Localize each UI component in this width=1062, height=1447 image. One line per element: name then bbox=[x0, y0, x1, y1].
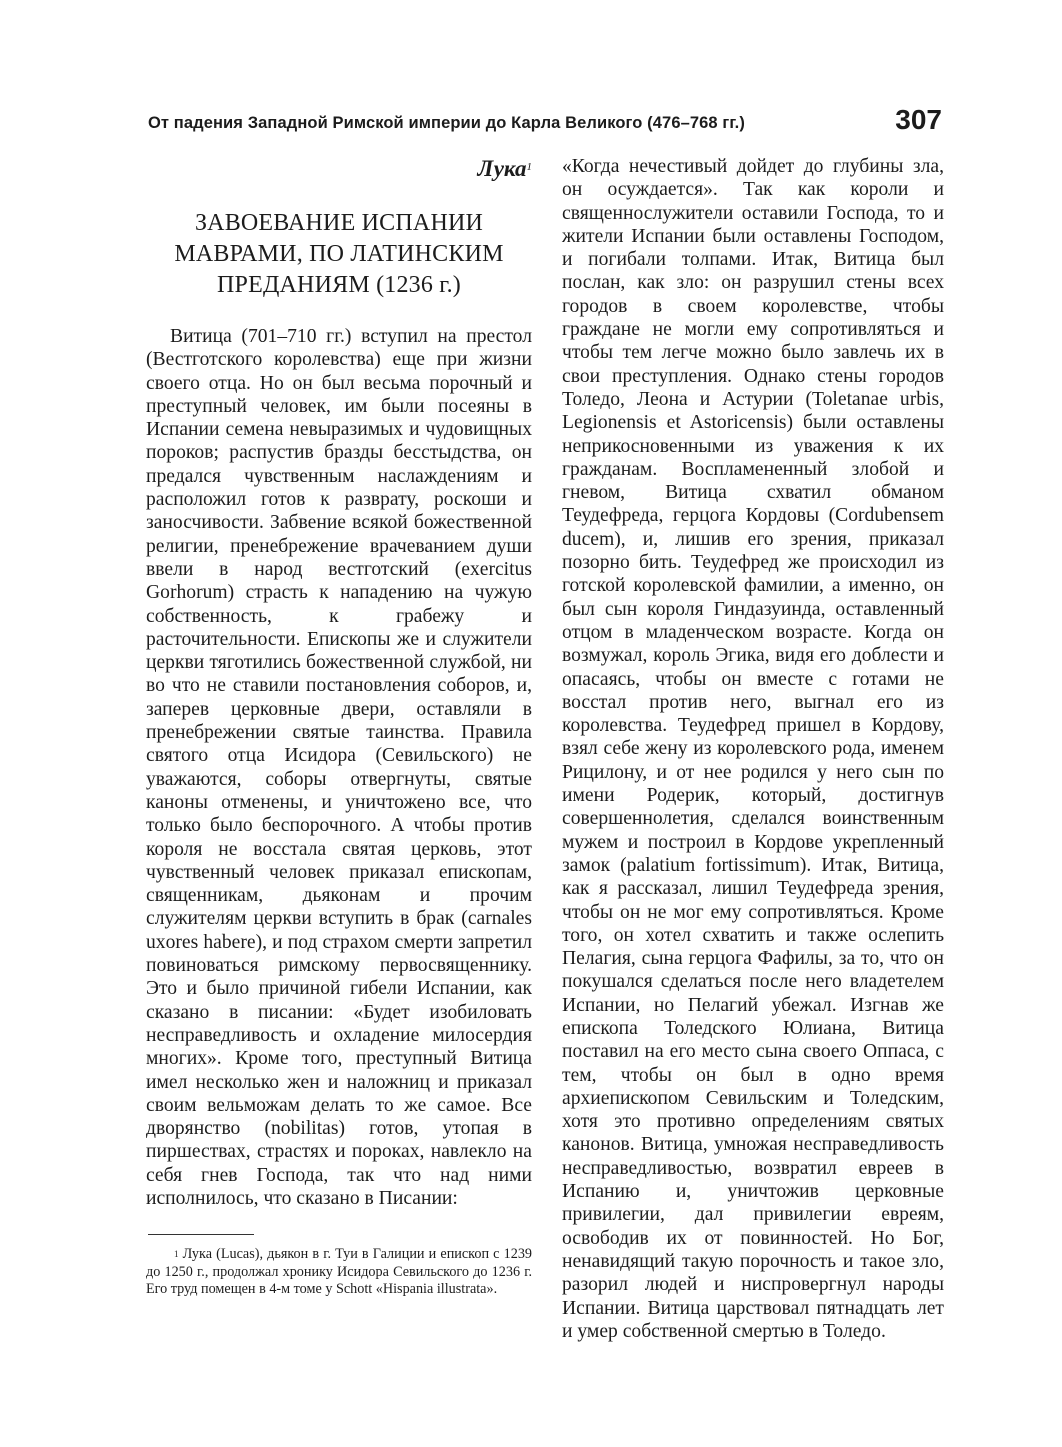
page-number: 307 bbox=[895, 104, 942, 135]
left-column bbox=[146, 154, 532, 1210]
author-footnote-mark: 1 bbox=[526, 161, 532, 173]
footnote-divider bbox=[148, 1234, 254, 1235]
footnote-text: Лука (Lucas), дьякон в г. Туи в Галиции и епископ с 1239 до 1250 г., продолжал хронику Исидора Севильского до 1236 г. Его труд помещен в 4-м томе у Schott «Hispania illustrata». bbox=[146, 1246, 533, 1298]
left-column-text: Витица (701–710 гг.) вступил на престол (Вестготского королевства) еще при жизни своего отца. Но он был весьма порочный и преступный человек, им были посеяны в Испании семена невыразимых и чудовищных пороков; распустив бразды бесстыдства, он предался чувственным наслаждениям и расположил готов к разврату, роскоши и заносчивости. Забвение всякой божественной религии, пренебрежение врачеванием души ввели в народ вестготский (exercitus Gorhorum) страсть к нападению на чужую собственность, к грабежу и расточительности. Епископы же и служители церкви тяготились божественной службой, ни во что не ставили постановления соборов, и, заперев церковные двери, оставляли в пренебрежении святые таинства. Правила святого отца Исидора (Севильского) не уважаются, соборы отвергнуты, святые каноны отменены, и уничтожено все, что только было беспорочного. А чтобы против короля не восстала святая церковь, этот чувственный человек приказал епископам, священникам, дьяконам и прочим служителям церкви вступить в брак (carnales uxores habere), и под страхом смерти запретил повиноваться римскому первосвященнику. Это и было причиной гибели Испании, как сказано в писании: «Будет изобиловать несправедливость и охладение милосердия многих». Кроме того, преступный Витица имел несколько жен и наложниц и приказал своим вельможам делать то же самое. Все дворянство (nobilitas) готов, утопая в пиршествах, страстях и пороках, навлекло на себя гнев Господа, так что над ними исполнилось, что сказано в Писании: bbox=[146, 326, 532, 1209]
footnote-mark: 1 bbox=[174, 1249, 179, 1259]
footnote bbox=[146, 1246, 532, 1299]
author-name-text: Лука bbox=[477, 156, 527, 181]
chapter-year: (1236 г.) bbox=[376, 272, 461, 298]
author-name bbox=[146, 154, 532, 184]
chapter-title bbox=[146, 208, 532, 301]
chapter-title-text: ЗАВОЕВАНИЕ ИСПАНИИ МАВРАМИ, ПО ЛАТИНСКИМ ПРЕДАНИЯМ bbox=[174, 210, 504, 298]
right-column-text: «Когда нечестивый дойдет до глубины зла, он осуждается». Так как короли и священнослужители оставили Господа, то и жители Испании были оставлены Господом, и погибали толпами. Итак, Витица был послан, как зло: он разрушил стены всех городов в своем королевстве, чтобы граждане не могли ему сопротивляться и чтобы тем легче можно было завлечь их в свои преступления. Однако стены городов Толедо, Леона и Астурии (Toletanae urbis, Legionensis et Astoricensis) были оставлены неприкосновенными из уважения к их гражданам. Воспламененный злобой и гневом, Витица схватил обманом Теудефреда, герцога Кордовы (Cordubensem ducem), и, лишив его зрения, приказал позорно бить. Теудефред же происходил из готской королевской фамилии, а именно, он был сын короля Гиндазуинда, оставленный отцом в младенческом возрасте. Когда он возмужал, король Эгика, видя его доблести и опасаясь, чтобы он вместе с готами не восстал против него, выгнал его из королевства. Теудефред пришел в Кордову, взял себе жену из королевского рода, именем Рицилону, и от нее родился у него сын по имени Родерик, который, достигнув совершеннолетия, сделался воинственным мужем и построил в Кордове укрепленный замок (palatium fortissimum). Итак, Витица, как я рассказал, лишил Теудефреда зрения, чтобы он не мог ему сопротивляться. Кроме того, он хотел схватить и также ослепить Пелагия, сына герцога Фафилы, за то, что он покушался сделаться после него владетелем Испании, но Пелагий убежал. Изгнав же епископа Толедского Юлиана, Витица поставил на его место сына своего Оппаса, с тем, чтобы он был в одно время архиепископом Севильским и Толедским, хотя это противно определениям святых канонов. Витица, умножая несправедливость несправедливостью, возвратил евреев в Испанию и, уничтожив церковные привилегии, дал привилегии евреям, освободив их от повинностей. Но Бог, ненавидящий такую порочность и такое зло, разорил людей и ниспровергнул народы Испании. Витица царствовал пятнадцать лет и умер собственной смертью в Толедо. bbox=[562, 156, 944, 1342]
right-column bbox=[562, 155, 944, 1343]
running-header-title: От падения Западной Римской империи до Карла Великого (476–768 гг.) bbox=[148, 114, 745, 132]
